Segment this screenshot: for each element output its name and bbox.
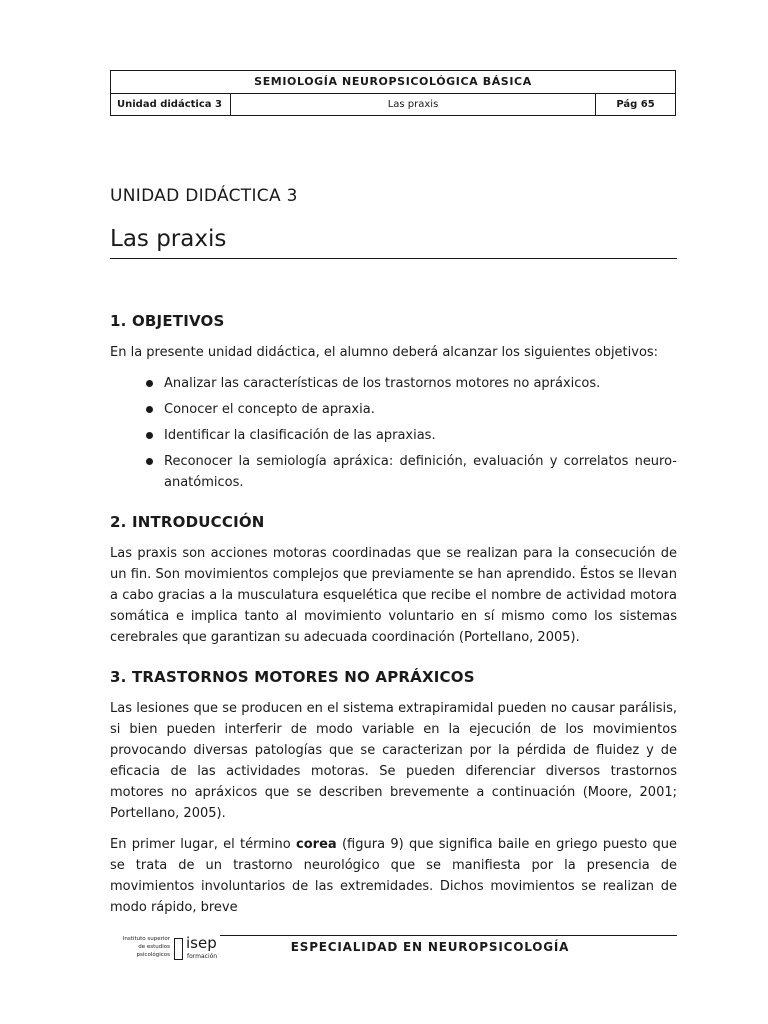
list-item: Conocer el concepto de apraxia. [110,399,677,420]
header-page-number: Pág 65 [595,94,675,116]
section-intro: En la presente unidad didáctica, el alumno deberá alcanzar los siguientes objetivos: [110,345,659,360]
paragraph: Las praxis son acciones motoras coordinadas que se realizan para la consecución de un fin. Son movimientos complejos que previamente se han aprendido. Éstos se llevan a cabo gracias a la musculatura esquelética que recibe el nombre de actividad motora somática e implica tanto al movimiento voluntario en sí mismo como los sistemas cerebrales que garantizan su adecuada coordinación (Portellano, 2005). [110,546,677,645]
bullet-icon [146,458,153,465]
list-item: Reconocer la semiología apráxica: definición, evaluación y correlatos neuro-anatómicos. [110,451,677,493]
list-item: Identificar la clasificación de las apraxias. [110,425,677,446]
page-title: Las praxis [110,226,227,252]
isep-logo: Instituto superior de estudios psicológicos isep formación [122,934,218,960]
bullet-icon [146,380,153,387]
term-corea: corea [296,837,337,852]
section-heading: 3. TRASTORNOS MOTORES NO APRÁXICOS [110,668,475,686]
header-title: SEMIOLOGÍA NEUROPSICOLÓGICA BÁSICA [111,71,675,94]
title-divider [110,258,677,259]
list-item: Analizar las características de los trastornos motores no apráxicos. [110,373,677,394]
section-heading: 2. INTRODUCCIÓN [110,513,265,531]
footer-divider [220,935,677,936]
section-objetivos [110,310,677,493]
header-topic: Las praxis [387,99,439,110]
header-unit: Unidad didáctica 3 [111,94,231,116]
unit-label: UNIDAD DIDÁCTICA 3 [110,186,298,206]
bullet-icon [146,432,153,439]
bullet-icon [146,406,153,413]
header-row [111,94,675,116]
logo-mark-icon [174,938,183,960]
section-introduccion [110,511,677,648]
objectives-list [110,373,677,493]
running-header [110,70,676,116]
section-heading: 1. OBJETIVOS [110,312,225,330]
section-trastornos [110,666,677,918]
paragraph: Las lesiones que se producen en el sistema extrapiramidal pueden no causar parálisis, si bien pueden interferir de modo variable en la ejecución de los movimientos provocando diversas patologías que se caracterizan por la pérdida de fluidez y de eficacia de las actividades motoras. Se pueden diferenciar diversos trastornos motores no apráxicos que se describen brevemente a continuación (Moore, 2001; Portellano, 2005). [110,701,677,821]
footer-text: ESPECIALIDAD EN NEUROPSICOLOGÍA [290,940,570,954]
paragraph-corea: En primer lugar, el término corea (figura 9) que significa baile en griego puesto que se trata de un trastorno neurológico que se manifiesta por la presencia de movimientos involuntarios de las extremidades. Dichos movimientos se realizan de modo rápido, breve [110,837,677,915]
document-body [110,310,677,936]
